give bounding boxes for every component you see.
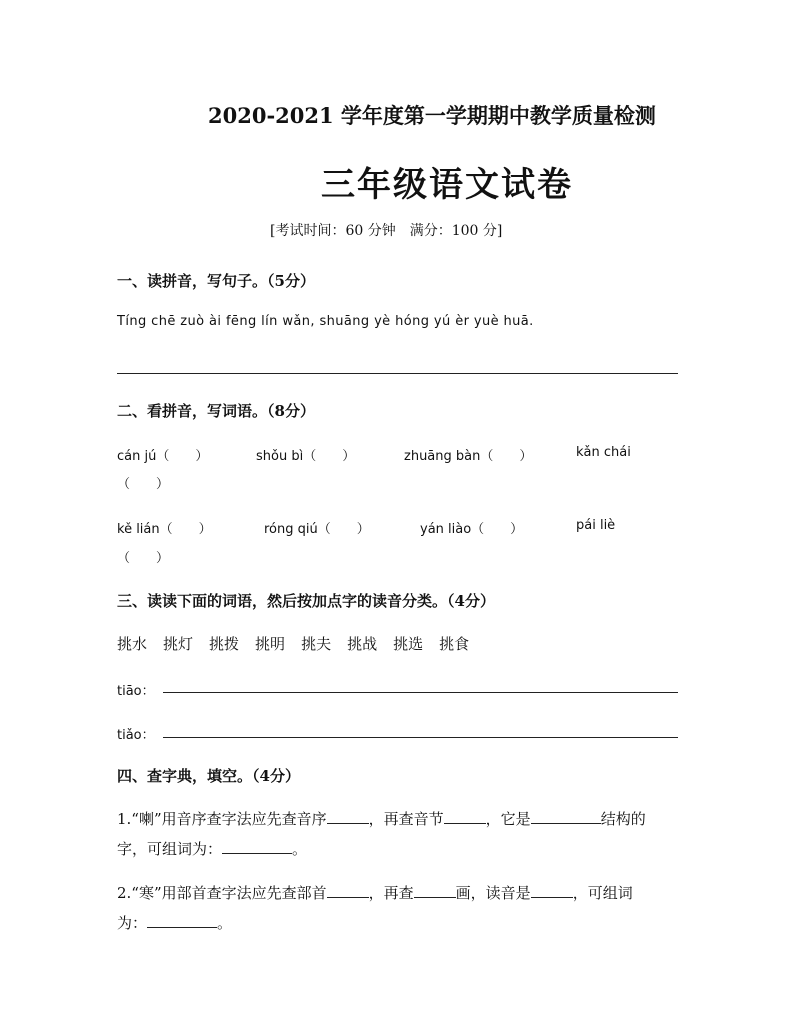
blank-bushou[interactable] xyxy=(327,883,369,898)
tiao-first-tone-label: tiāo： xyxy=(117,684,155,699)
question-text: 。 xyxy=(292,840,308,858)
word-item: 挑拨 xyxy=(209,635,240,653)
word-item: 挑食 xyxy=(439,635,470,653)
question-4-1-line-1 xyxy=(117,808,646,829)
pinyin-item-kan-chai-blank[interactable]: （ ） xyxy=(117,477,170,492)
question-text: 1.“喇”用音序查字法应先查音序 xyxy=(117,810,327,828)
blank-bihua[interactable] xyxy=(414,883,456,898)
blank-yinxu[interactable] xyxy=(327,809,369,824)
question-4-2-line-2 xyxy=(117,912,232,933)
pinyin-item-zhuang-ban[interactable]: zhuāng bàn（ ） xyxy=(404,449,533,464)
answer-line-tiao-third-tone[interactable] xyxy=(163,737,678,738)
tiao-third-tone-label: tiǎo： xyxy=(117,728,155,743)
word-list xyxy=(117,633,469,654)
section-4-heading: 四、查字典，填空。（4分） xyxy=(117,767,300,785)
pinyin-item-pai-lie-blank[interactable]: （ ） xyxy=(117,551,170,566)
pinyin-item-rong-qiu[interactable]: róng qiú（ ） xyxy=(264,522,370,537)
word-item: 挑选 xyxy=(393,635,424,653)
answer-line-sentence[interactable] xyxy=(117,373,678,374)
section-2-heading: 二、看拼音，写词语。（8分） xyxy=(117,402,315,420)
question-text: 结构的 xyxy=(600,810,646,828)
section-3-heading: 三、读读下面的词语，然后按加点字的读音分类。（4分） xyxy=(117,592,495,610)
question-text: 画，读音是 xyxy=(455,884,531,902)
blank-yinjie[interactable] xyxy=(444,809,486,824)
section-1-heading: 一、读拼音，写句子。（5分） xyxy=(117,272,315,290)
exam-subtitle: 2020-2021 学年度第一学期期中教学质量检测 xyxy=(208,103,656,128)
word-item: 挑明 xyxy=(255,635,286,653)
question-text: 为： xyxy=(117,914,148,932)
pinyin-item-ke-lian[interactable]: kě lián（ ） xyxy=(117,522,212,537)
exam-info: [考试时间：60 分钟 满分：100 分] xyxy=(270,223,503,239)
question-text: 字，可组词为： xyxy=(117,840,223,858)
blank-zuci-1[interactable] xyxy=(222,839,292,854)
word-item: 挑战 xyxy=(347,635,378,653)
blank-jiegou[interactable] xyxy=(531,809,601,824)
question-text: 。 xyxy=(217,914,233,932)
section-1-pinyin: Tíng chē zuò ài fēng lín wǎn, shuāng yè hóng yú èr yuè huā. xyxy=(117,314,534,329)
pinyin-item-can-ju[interactable]: cán jú（ ） xyxy=(117,449,209,464)
pinyin-item-shou-bi[interactable]: shǒu bì（ ） xyxy=(256,449,356,464)
word-item: 挑灯 xyxy=(163,635,194,653)
question-text: ，再查 xyxy=(368,884,414,902)
pinyin-item-pai-lie: pái liè xyxy=(576,518,616,533)
question-4-1-line-2 xyxy=(117,838,307,859)
pinyin-item-yan-liao[interactable]: yán liào（ ） xyxy=(420,522,524,537)
question-4-2-line-1 xyxy=(117,882,633,903)
page-title: 三年级语文试卷 xyxy=(321,165,573,205)
word-item: 挑水 xyxy=(117,635,148,653)
blank-zuci-2[interactable] xyxy=(147,913,217,928)
pinyin-item-kan-chai: kǎn chái xyxy=(576,445,631,460)
question-text: ，再查音节 xyxy=(368,810,444,828)
word-item: 挑夫 xyxy=(301,635,332,653)
answer-line-tiao-first-tone[interactable] xyxy=(163,692,678,693)
question-text: 2.“寒”用部首查字法应先查部首 xyxy=(117,884,327,902)
question-text: ，可组词 xyxy=(572,884,633,902)
question-text: ，它是 xyxy=(485,810,531,828)
blank-duyin[interactable] xyxy=(531,883,573,898)
